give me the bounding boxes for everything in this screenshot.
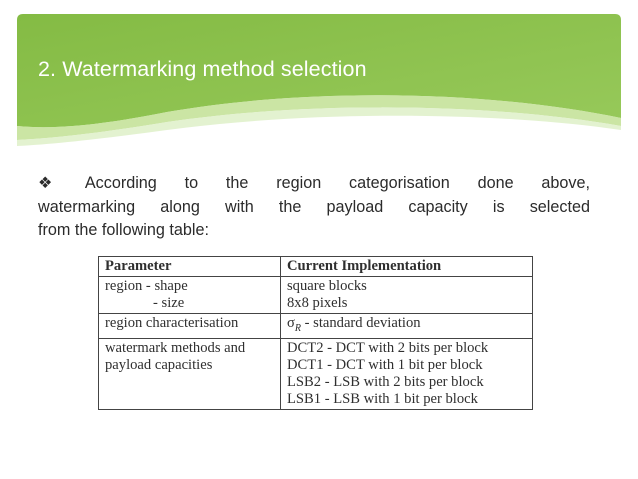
cell-implementation <box>281 314 533 339</box>
cell-line: LSB1 - LSB with 1 bit per block <box>287 390 478 407</box>
cell-line-text: - size <box>153 295 185 311</box>
cell-line: DCT1 - DCT with 1 bit per block <box>287 356 483 373</box>
cell-line: LSB2 - LSB with 2 bits per block <box>287 373 484 390</box>
body-line-1-text: According to the region categorisation done above, <box>84 174 591 192</box>
header-implementation: Current Implementation <box>281 257 533 277</box>
body-line-1 <box>38 172 590 196</box>
implementation-table-image <box>98 256 533 410</box>
table-header-row <box>99 257 533 277</box>
cell-line: region - shape <box>105 278 188 294</box>
body-line-2: watermarking along with the payload capacity is selected <box>38 197 590 216</box>
sigma-glyph: σ <box>287 315 295 331</box>
body-line-3: from the following table: <box>38 221 209 239</box>
slide-title: 2. Watermarking method selection <box>38 57 367 81</box>
diamond-bullet-icon: ❖ <box>38 174 76 192</box>
table-row <box>99 314 533 339</box>
cell-parameter <box>99 277 281 314</box>
cell-line-text: - standard deviation <box>300 315 421 331</box>
cell-line: square blocks <box>287 278 367 294</box>
body-paragraph <box>38 172 590 243</box>
sigma-subscript: R <box>294 322 301 334</box>
header-parameter: Parameter <box>99 257 281 277</box>
sigma-symbol <box>287 315 301 334</box>
cell-implementation <box>281 277 533 314</box>
cell-implementation <box>281 338 533 409</box>
cell-line: watermark methods and <box>105 339 246 356</box>
cell-line: 8x8 pixels <box>287 295 348 311</box>
table-row <box>99 338 533 409</box>
cell-line <box>105 295 273 312</box>
cell-parameter: region characterisation <box>99 314 281 339</box>
implementation-table <box>98 256 533 410</box>
cell-line: payload capacities <box>105 356 213 373</box>
cell-parameter <box>99 338 281 409</box>
cell-line: DCT2 - DCT with 2 bits per block <box>287 339 489 356</box>
table-row <box>99 277 533 314</box>
